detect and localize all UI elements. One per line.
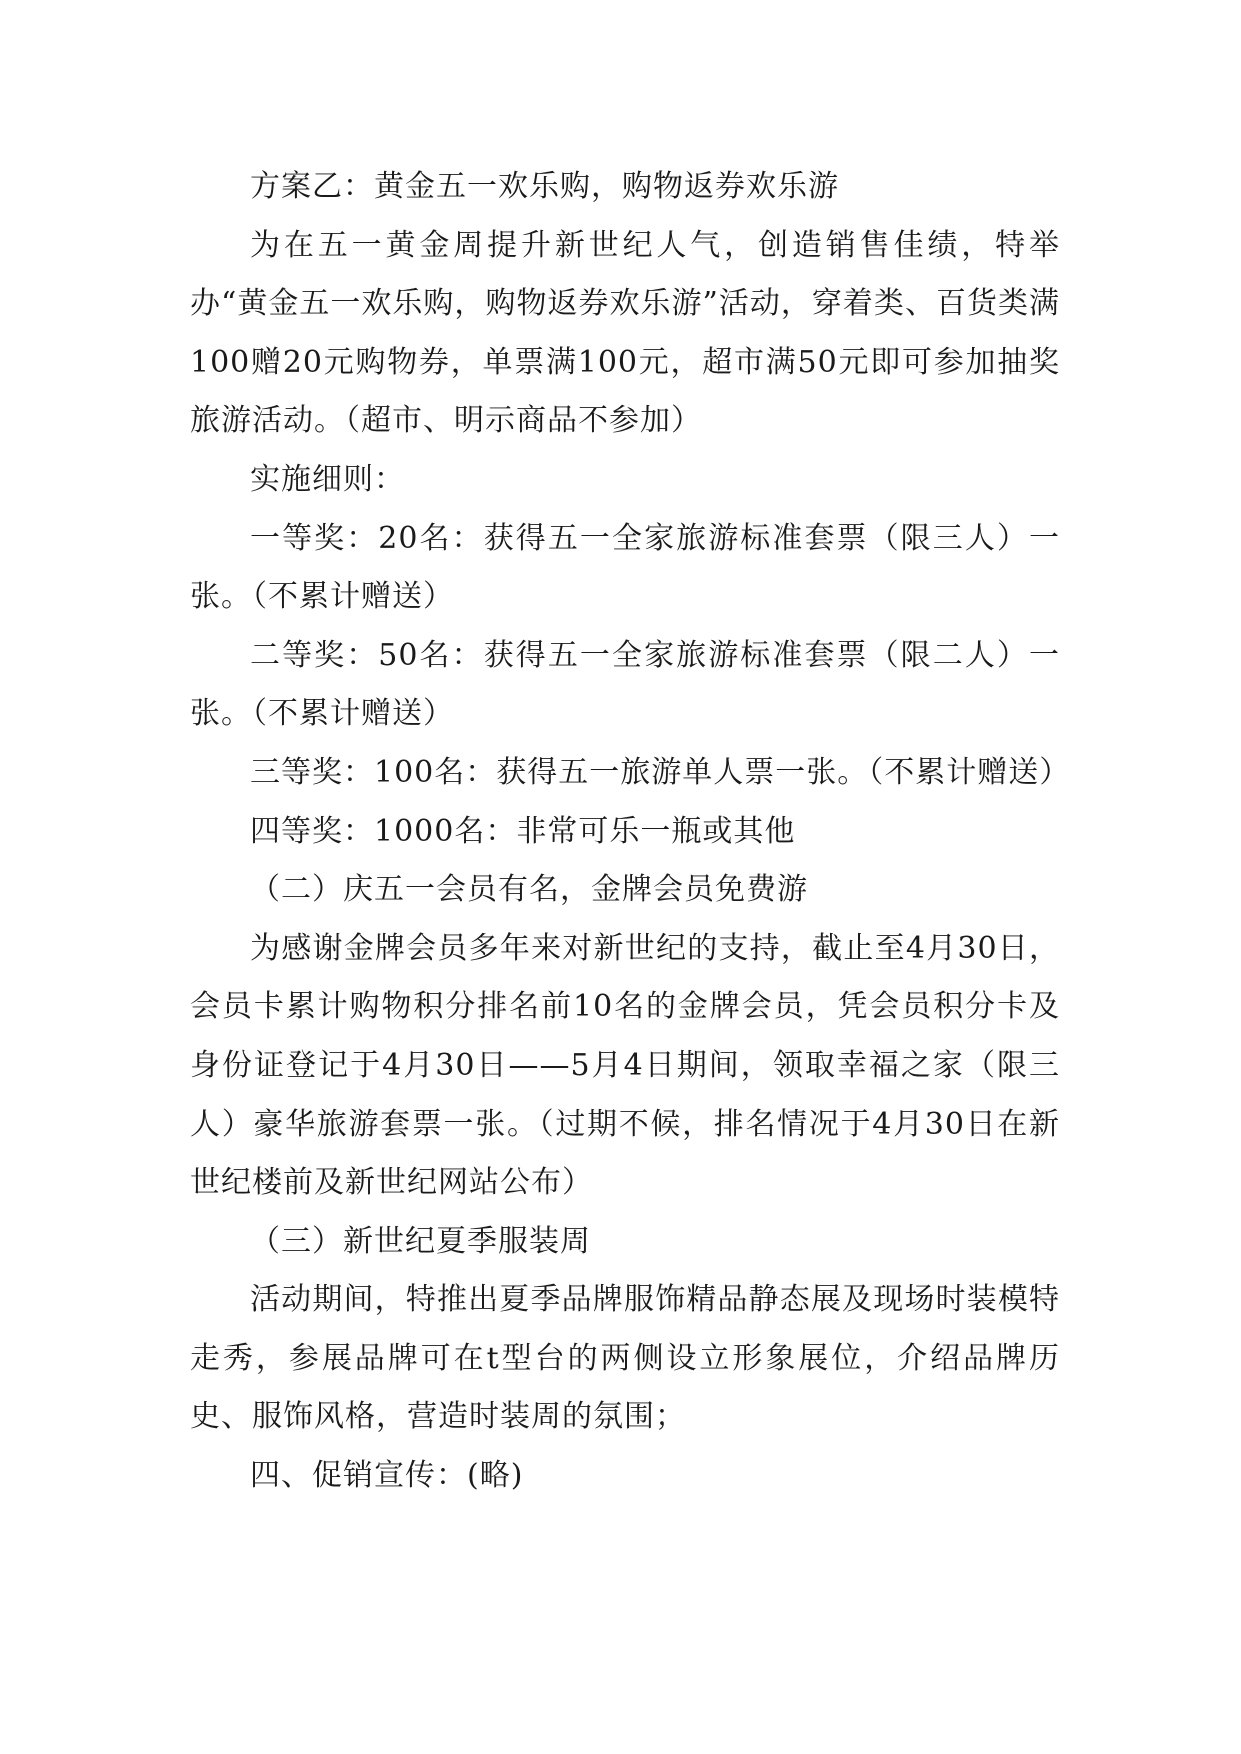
paragraph-second-prize: 二等奖：50名：获得五一全家旅游标准套票（限二人）一张。（不累计赠送） <box>190 637 1060 732</box>
paragraph-rules-heading: 实施细则： <box>250 461 405 497</box>
paragraph-fourth-prize: 四等奖：1000名：非常可乐一瓶或其他 <box>250 813 796 849</box>
document-body <box>190 158 1071 1506</box>
paragraph-section-two-heading: （二）庆五一会员有名，金牌会员免费游 <box>250 872 808 908</box>
paragraph-section-three-heading: （三）新世纪夏季服装周 <box>250 1223 591 1259</box>
paragraph-section-two-body: 为感谢金牌会员多年来对新世纪的支持，截止至4月30日，会员卡累计购物积分排名前10名的金牌会员，凭会员积分卡及身份证登记于4月30日——5月4日期间，领取幸福之家（限三人）豪华旅游套票一张。（过期不候，排名情况于4月30日在新世纪楼前及新世纪网站公布） <box>190 930 1060 1201</box>
paragraph-plan-intro: 为在五一黄金周提升新世纪人气，创造销售佳绩，特举办“黄金五一欢乐购，购物返券欢乐游”活动，穿着类、百货类满100赠20元购物券，单票满100元，超市满50元即可参加抽奖旅游活动。（超市、明示商品不参加） <box>190 227 1060 439</box>
paragraph-third-prize: 三等奖：100名：获得五一旅游单人票一张。（不累计赠送） <box>250 754 1071 790</box>
paragraph-plan-title: 方案乙：黄金五一欢乐购，购物返券欢乐游 <box>250 169 839 204</box>
paragraph-section-three-body: 活动期间，特推出夏季品牌服饰精品静态展及现场时装模特走秀，参展品牌可在t型台的两侧设立形象展位，介绍品牌历史、服饰风格，营造时装周的氛围； <box>190 1282 1060 1435</box>
paragraph-first-prize: 一等奖：20名：获得五一全家旅游标准套票（限三人）一张。（不累计赠送） <box>190 520 1060 615</box>
paragraph-promotion-heading: 四、促销宣传：(略) <box>250 1458 524 1494</box>
